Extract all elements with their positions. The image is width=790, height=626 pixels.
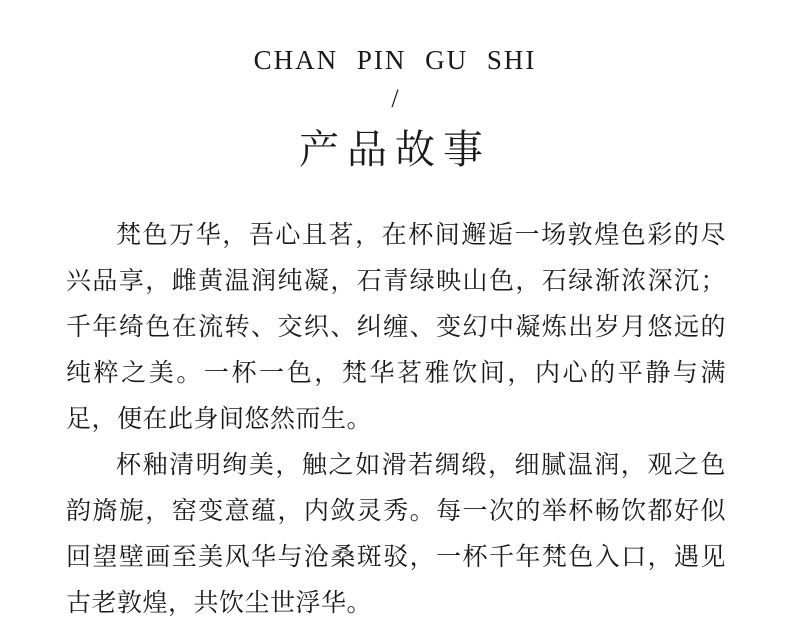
page-title: 产品故事 [299,127,491,173]
story-paragraph-2: 杯釉清明绚美，触之如滑若绸缎，细腻温润，观之色韵旖旎，窑变意蕴，内敛灵秀。每一次的举杯畅饮都好似回望壁画至美风华与沧桑斑驳，一杯千年梵色入口，遇见古老敦煌，共饮尘世浮华。 [66,450,726,617]
story-body [66,212,726,626]
title-divider-slash: / [391,84,399,113]
section-eyebrow-pinyin: CHAN PIN GU SHI [253,45,537,75]
story-paragraph-1: 梵色万华，吾心且茗，在杯间邂逅一场敦煌色彩的尽兴品享，雌黄温润纯凝，石青绿映山色，石绿渐浓深沉；千年绮色在流转、交织、纠缠、变幻中凝炼出岁月悠远的纯粹之美。一杯一色，梵华茗雅饮间，内心的平静与满足，便在此身间悠然而生。 [66,220,726,433]
